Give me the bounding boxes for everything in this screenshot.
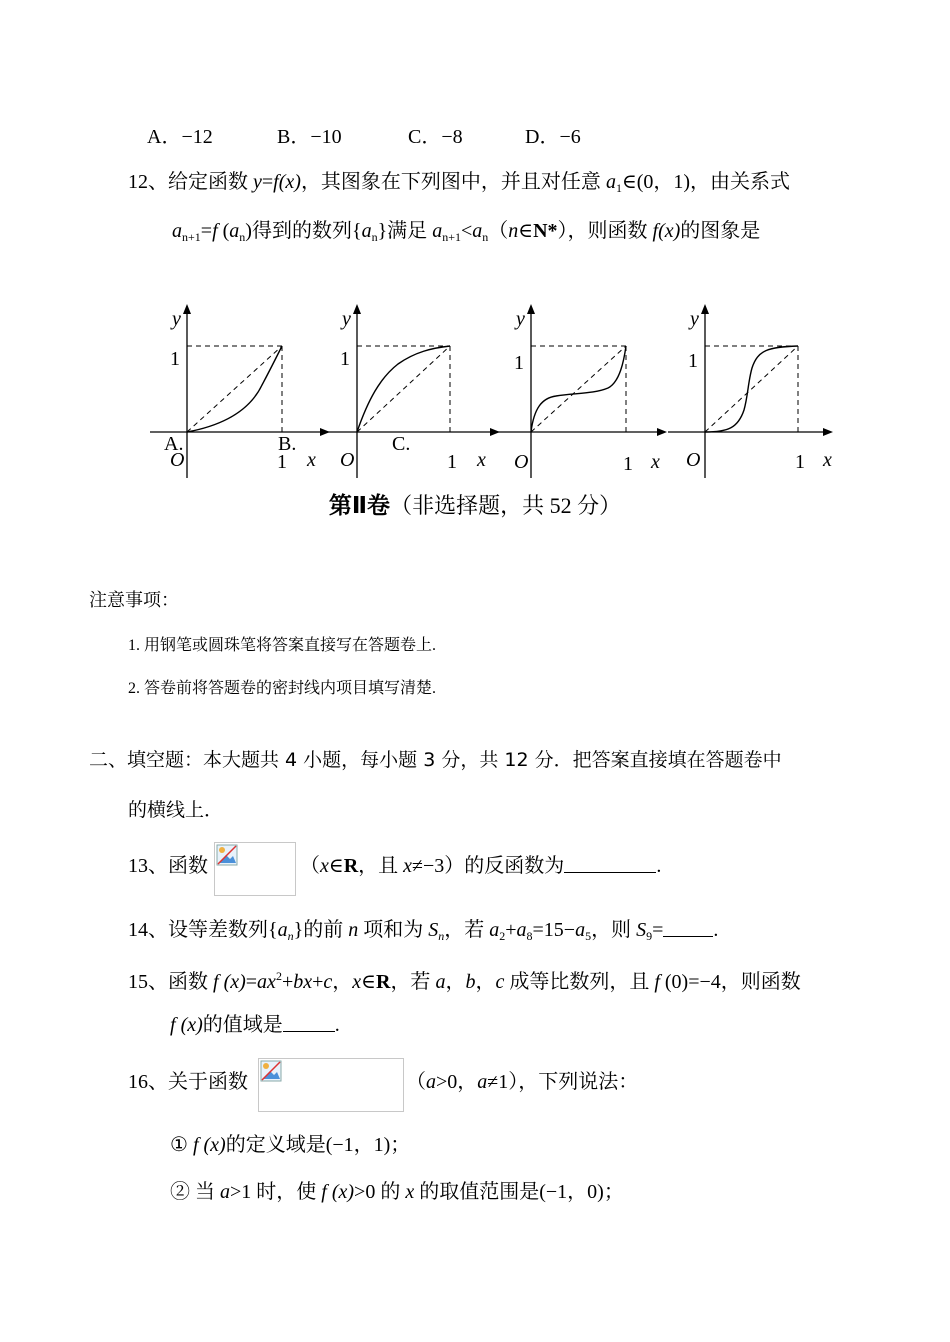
q14-end: . xyxy=(713,919,719,941)
q14-text: ，则 xyxy=(591,919,637,941)
q14-text: }的前 xyxy=(293,919,349,941)
q16-text: （ xyxy=(406,1071,426,1093)
q13-prefix: 13、函数 xyxy=(128,855,208,877)
y-arrow-icon xyxy=(353,304,361,314)
q16-var: (x) xyxy=(203,1134,226,1156)
q16-text: >0 的 xyxy=(354,1181,406,1203)
y-arrow-icon xyxy=(183,304,191,314)
q14-var: S xyxy=(636,919,647,941)
q15-text: (0)=−4，则函数 xyxy=(664,971,801,993)
q12-var: f xyxy=(652,220,659,242)
q14-sub: 2 xyxy=(499,929,506,943)
graph-x-label: x xyxy=(823,449,832,471)
option-c: C．−8 xyxy=(408,126,463,148)
q12-var: a xyxy=(605,171,616,193)
q14-text: =15− xyxy=(532,919,576,941)
graph-origin: O xyxy=(340,449,355,471)
q16-mark: ② xyxy=(170,1181,190,1203)
q14-sub: n xyxy=(287,929,294,943)
section-title-bold: 第Ⅱ卷 xyxy=(328,493,391,519)
q14-sub: 8 xyxy=(526,929,533,943)
q16-text: >1 时，使 xyxy=(230,1181,322,1203)
q15-answer-blank xyxy=(283,1013,335,1032)
q14-sub: 5 xyxy=(585,929,592,943)
q12-text: < xyxy=(460,220,473,242)
notes-item: 2. 答卷前将答题卷的密封线内项目填写清楚. xyxy=(128,680,437,697)
q15-text: ∈ xyxy=(361,971,376,993)
q15-var: b xyxy=(465,971,476,993)
graph-one-y: 1 xyxy=(340,348,350,370)
q13-var: x xyxy=(403,855,413,877)
q13-set: R xyxy=(343,855,359,877)
graph-one-x: 1 xyxy=(447,451,457,473)
q15-var: f xyxy=(213,971,219,993)
q12-text: （ xyxy=(488,220,509,242)
q15-text: ， xyxy=(332,971,353,993)
dashed-diagonal xyxy=(531,346,626,432)
q14-sub: n xyxy=(438,929,445,943)
q16-formula-image xyxy=(258,1058,404,1112)
graph-origin: O xyxy=(170,449,185,471)
q12-text: ∈ xyxy=(518,220,534,242)
q12-sub: n xyxy=(371,230,378,244)
part2-heading: 二、填空题：本大题共 4 小题，每小题 3 分，共 12 分．把答案直接填在答题卷中 xyxy=(89,749,782,771)
option-b: B．−10 xyxy=(277,126,342,148)
q15-text: + xyxy=(281,971,294,993)
q15-sup: 2 xyxy=(275,969,282,983)
q16-var: a xyxy=(220,1181,230,1203)
q12-set: N* xyxy=(533,220,558,242)
y-arrow-icon xyxy=(527,304,535,314)
q15-text: 15、函数 xyxy=(128,971,213,993)
q14-text: + xyxy=(505,919,517,941)
graph-x-label: x xyxy=(477,449,486,471)
q12-var: (x) xyxy=(658,220,681,242)
q14-text: 14、设等差数列{ xyxy=(128,919,278,941)
graph-option-label: A. xyxy=(164,433,184,455)
q12-text: 给定函数 xyxy=(168,171,253,193)
q13-text-part: ≠−3）的反函数为 xyxy=(412,855,565,877)
q13-text-part: ，且 xyxy=(358,855,404,877)
q16-var: f xyxy=(192,1134,199,1156)
q12-text: 得到的数列{ xyxy=(251,220,362,242)
q16-cond xyxy=(406,1069,638,1095)
graph-x-label: x xyxy=(651,451,660,473)
q14-var: a xyxy=(489,919,500,941)
q15-var: bx xyxy=(293,971,313,993)
broken-image-icon xyxy=(260,1060,282,1082)
graph-one-y: 1 xyxy=(170,348,180,370)
broken-image-icon xyxy=(216,844,238,866)
y-arrow-icon xyxy=(701,304,709,314)
q16-statement-1 xyxy=(170,1132,410,1158)
graph-origin: O xyxy=(686,449,701,471)
q12-var: y xyxy=(253,171,262,193)
q12-var: a xyxy=(472,220,483,242)
q15-var: ax xyxy=(257,971,276,993)
q13-var: x xyxy=(320,855,329,877)
q14-var: a xyxy=(516,919,527,941)
q12-sub: 1 xyxy=(615,181,622,195)
graph-option-label: B. xyxy=(278,433,297,455)
q13-answer-blank xyxy=(564,854,656,873)
q13-text xyxy=(300,853,661,879)
q12-var: n xyxy=(508,220,519,242)
graph-origin: O xyxy=(514,451,529,473)
q15-text: = xyxy=(245,971,258,993)
part2-heading-cont: 的横线上． xyxy=(128,799,224,821)
q15-var: f xyxy=(170,1014,176,1036)
q15-set: R xyxy=(375,971,391,993)
q15-var: x xyxy=(352,971,362,993)
q12-var: (x) xyxy=(278,171,301,193)
q14-text: ，若 xyxy=(444,919,490,941)
q13-text-part: ∈ xyxy=(328,855,344,877)
graph-one-x: 1 xyxy=(277,451,287,473)
graph-y-label: y xyxy=(342,308,351,330)
q12-var: a xyxy=(361,220,372,242)
q16-var: a xyxy=(426,1071,436,1093)
graph-d xyxy=(668,300,848,480)
q15-var: f xyxy=(654,971,660,993)
q16-text: 的取值范围是(−1，0)； xyxy=(414,1181,624,1203)
q13-text-part: （ xyxy=(300,855,320,877)
x-arrow-icon xyxy=(823,428,833,436)
q15-text: ，若 xyxy=(390,971,436,993)
q15-text: 的值域是 xyxy=(202,1014,283,1036)
q14-var: a xyxy=(575,919,586,941)
graph-one-x: 1 xyxy=(795,451,805,473)
graph-a xyxy=(150,300,330,480)
q15-text: ， xyxy=(445,971,466,993)
q12-text: 的图象是 xyxy=(680,220,761,242)
q12-text: = xyxy=(200,220,213,242)
q14-text: 项和为 xyxy=(358,919,429,941)
q15-var: c xyxy=(495,971,505,993)
q15-var: c xyxy=(323,971,333,993)
q14-var: a xyxy=(277,919,288,941)
q15-text: + xyxy=(312,971,324,993)
q15-text: 成等比数列，且 xyxy=(504,971,655,993)
q12-var: a xyxy=(172,220,182,242)
graph-y-label: y xyxy=(172,308,181,330)
q12-text: }满足 xyxy=(377,220,433,242)
q15-line2 xyxy=(170,1012,340,1038)
q12-sub: n+1 xyxy=(442,230,461,244)
q16-text: >0， xyxy=(436,1071,478,1093)
q12-sub: n+1 xyxy=(182,230,201,244)
option-d: D．−6 xyxy=(525,126,581,148)
section-title-rest: （非选择题，共 52 分） xyxy=(390,493,622,518)
q14-line xyxy=(128,917,718,949)
graph-y-label: y xyxy=(690,308,699,330)
graph-x-label: x xyxy=(307,449,316,471)
q12-line1 xyxy=(128,169,790,201)
dashed-diagonal xyxy=(187,346,282,432)
q16-var: x xyxy=(405,1181,415,1203)
q12-sub: n xyxy=(239,230,246,244)
notes-heading: 注意事项： xyxy=(89,590,179,611)
notes-item: 1. 用钢笔或圆珠笔将答案直接写在答题卷上. xyxy=(128,637,437,654)
graph-option-label: C. xyxy=(392,433,411,455)
q12-var: a xyxy=(229,220,240,242)
q15-var: a xyxy=(435,971,446,993)
graph-y-label: y xyxy=(516,308,525,330)
q14-var: S xyxy=(428,919,439,941)
dashed-diagonal xyxy=(705,346,798,432)
q15-var: (x) xyxy=(223,971,246,993)
q15-text: ， xyxy=(475,971,496,993)
q16-var: (x) xyxy=(331,1181,355,1203)
q12-sub: n xyxy=(482,230,489,244)
q16-var: a xyxy=(477,1071,488,1093)
q16-text: 当 xyxy=(190,1181,220,1203)
q14-answer-blank xyxy=(663,918,713,937)
q12-text: ，其图象在下列图中，并且对任意 xyxy=(300,171,606,193)
section-title xyxy=(0,490,950,522)
q16-prefix: 16、关于函数 xyxy=(128,1071,248,1093)
graph-c xyxy=(392,300,674,480)
graph-one-y: 1 xyxy=(514,352,524,374)
q12-line2: $a_{n+1}=f$ $(a_n)$得到的数列$\{a_n\}$满足 $a_{n+1}<a_n(n\in N*)$，则函数 f(x)的图象是 xyxy=(172,220,761,244)
q16-statement-2 xyxy=(170,1179,624,1205)
graph-one-x: 1 xyxy=(623,453,633,475)
q14-text: = xyxy=(652,919,664,941)
q12-var: a xyxy=(432,220,443,242)
q13-formula-image xyxy=(214,842,296,896)
q12-var: f xyxy=(273,171,279,193)
x-arrow-icon xyxy=(657,428,667,436)
q15-end: . xyxy=(334,1014,340,1036)
q12-text: ∈(0，1)，由关系式 xyxy=(621,171,791,193)
q13-end: . xyxy=(656,855,662,877)
q12-number: 12、 xyxy=(128,171,168,193)
option-a: A．−12 xyxy=(147,126,213,148)
q15-var: (x) xyxy=(180,1014,203,1036)
q16-mark: ① xyxy=(170,1134,188,1156)
q12-text: ），则函数 xyxy=(557,220,653,242)
q16-var: f xyxy=(321,1181,327,1203)
q14-sub: 9 xyxy=(646,929,653,943)
q12-text: = xyxy=(261,171,274,193)
q14-var: n xyxy=(348,919,359,941)
graph-one-y: 1 xyxy=(688,350,698,372)
q16-text: ≠1），下列说法： xyxy=(487,1071,639,1093)
dashed-diagonal xyxy=(357,346,450,432)
q15-line1 xyxy=(128,963,801,995)
q12-var: f xyxy=(212,220,218,242)
q16-text: 的定义域是(−1，1)； xyxy=(225,1134,411,1156)
